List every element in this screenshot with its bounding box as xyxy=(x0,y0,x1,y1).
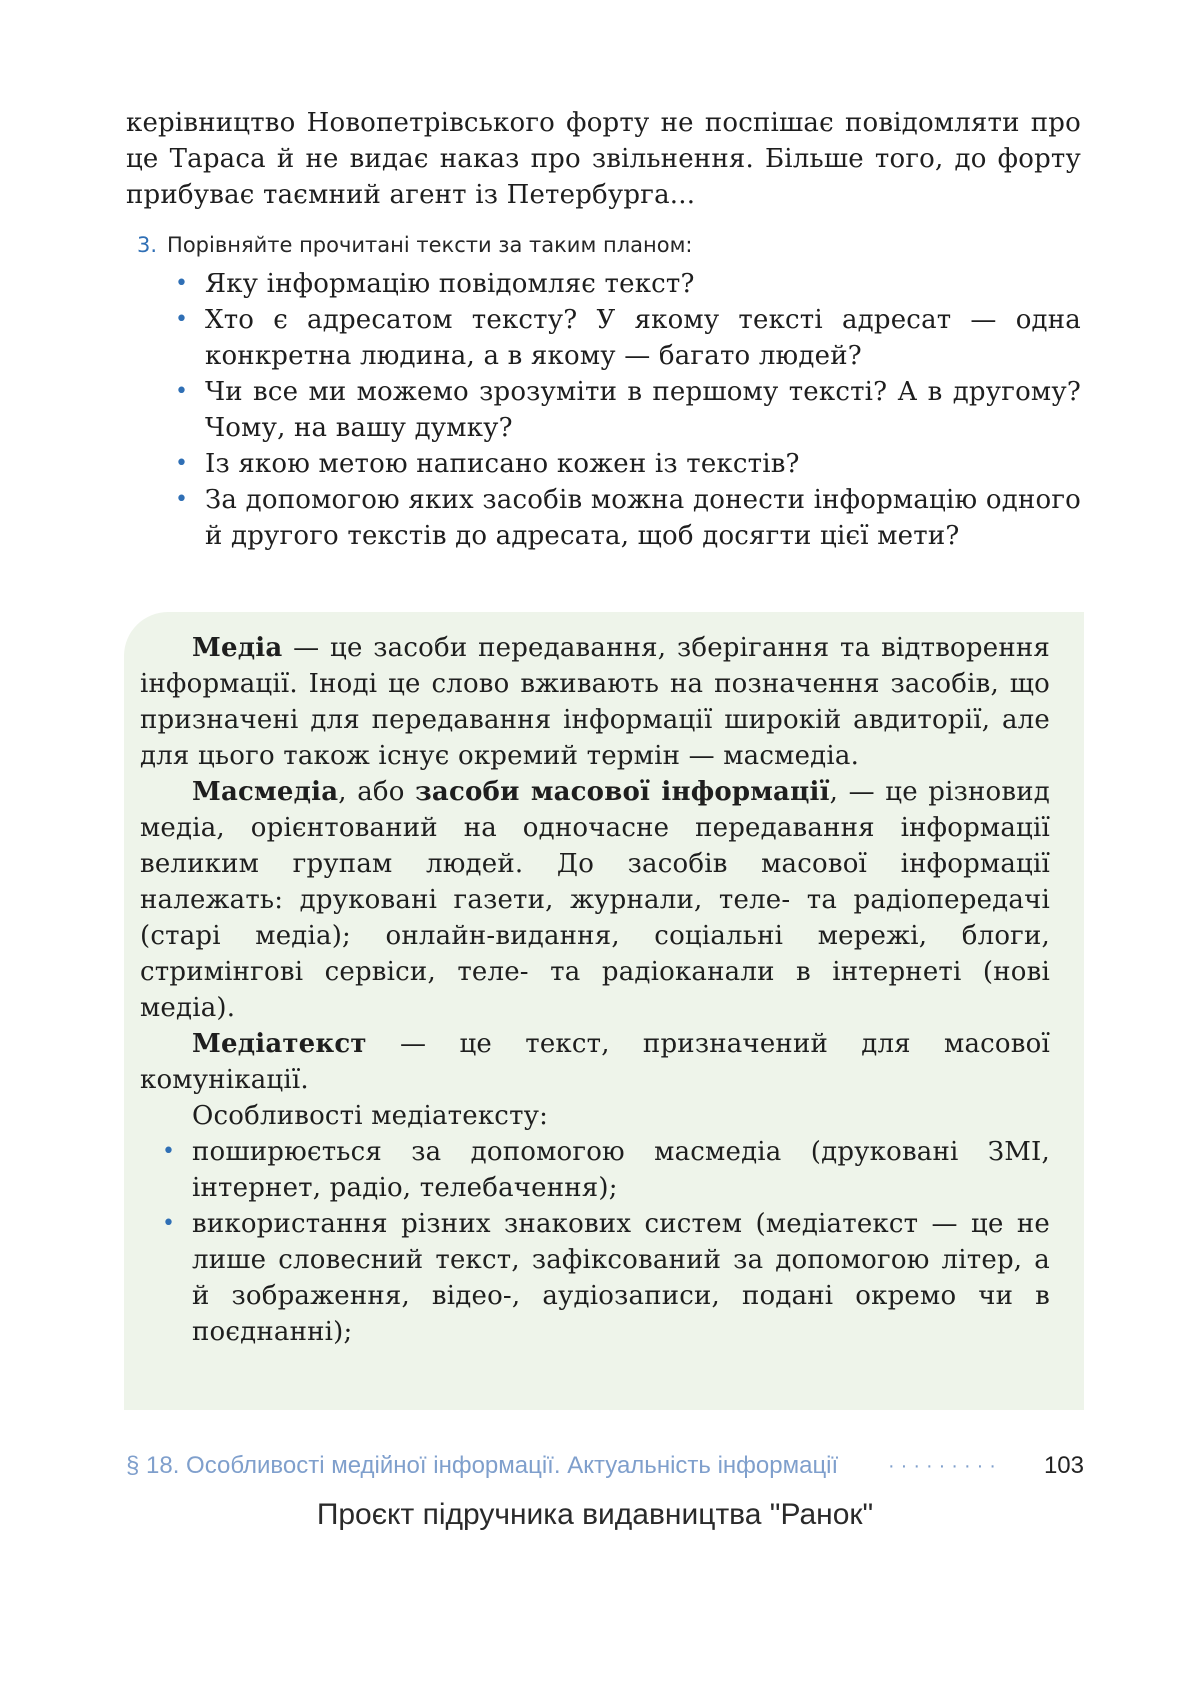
masmedia-term: Масмедіа xyxy=(192,777,339,807)
task-title xyxy=(137,230,1081,260)
list-item: • Із якою метою написано кожен із текстів? xyxy=(137,446,1081,482)
features-title: Особливості медіатексту: xyxy=(192,1101,549,1131)
masmedia-alt-term: засоби масової інформації xyxy=(415,777,830,807)
task-title-text: Порівняйте прочитані тексти за таким планом: xyxy=(167,233,693,257)
definition-box xyxy=(124,612,1084,1410)
task-3 xyxy=(137,230,1081,554)
page-footer xyxy=(126,1448,1084,1484)
list-item: • поширюється за допомогою масмедіа (друковані ЗМІ, інтернет, радіо, телебачення); xyxy=(140,1134,1050,1206)
bullet-icon: • xyxy=(175,451,189,476)
bullet-icon: • xyxy=(175,379,189,404)
task-number: 3. xyxy=(137,233,158,257)
masmedia-definition: Масмедіа, або засоби масової інформації, — це різновид медіа, орієнтований на одночасне передавання інформації великим групам людей. До засобів масової інформації належать: друковані газети, журнали, теле- та радіопередачі (старі медіа); онлайн-видання, соціальні мережі, блоги, стримінгові сервіси, теле- та радіоканали в інтернеті (нові медіа). xyxy=(140,777,1050,1023)
task-question-list xyxy=(137,266,1081,554)
media-term: Медіа xyxy=(192,633,283,663)
features-list xyxy=(140,1134,1050,1350)
bullet-icon: • xyxy=(162,1139,176,1164)
list-item: • Чи все ми можемо зрозуміти в першому тексті? А в другому? Чому, на вашу думку? xyxy=(137,374,1081,446)
definition-content xyxy=(140,630,1050,1350)
list-item: • Хто є адресатом тексту? У якому тексті адресат — одна конкретна людина, а в якому — багато людей? xyxy=(137,302,1081,374)
dot-leader: ········· xyxy=(888,1455,1002,1477)
publisher-watermark: Проєкт підручника видавництва "Ранок" xyxy=(316,1498,874,1531)
bullet-icon: • xyxy=(162,1211,176,1236)
bullet-icon: • xyxy=(175,487,189,512)
mediatext-term: Медіатекст xyxy=(192,1029,367,1059)
page-number: 103 xyxy=(1043,1452,1084,1479)
intro-paragraph: керівництво Новопетрівського форту не поспішає повідомляти про це Тараса й не видає наказ про звільнення. Більше того, до форту прибуває таємний агент із Петербурга... xyxy=(126,108,1081,210)
section-title: § 18. Особливості медійної інформації. Актуальність інформації xyxy=(126,1452,839,1479)
media-definition: Медіа — це засоби передавання, зберігання та відтворення інформації. Іноді це слово вживають на позначення засобів, що призначені для передавання інформації широкій авдиторії, але для цього також існує окремий термін — масмедіа. xyxy=(140,633,1050,771)
list-item: • За допомогою яких засобів можна донести інформацію одного й другого текстів до адресата, щоб досягти цієї мети? xyxy=(137,482,1081,554)
mediatext-definition: Медіатекст — це текст, призначений для масової комунікації. xyxy=(140,1029,1050,1095)
list-item: • Яку інформацію повідомляє текст? xyxy=(137,266,1081,302)
bullet-icon: • xyxy=(175,307,189,332)
list-item: • використання різних знакових систем (медіатекст — це не лише словесний текст, зафіксований за допомогою літер, а й зображення, відео-, аудіозаписи, подані окремо чи в поєднанні); xyxy=(140,1206,1050,1350)
bullet-icon: • xyxy=(175,271,189,296)
